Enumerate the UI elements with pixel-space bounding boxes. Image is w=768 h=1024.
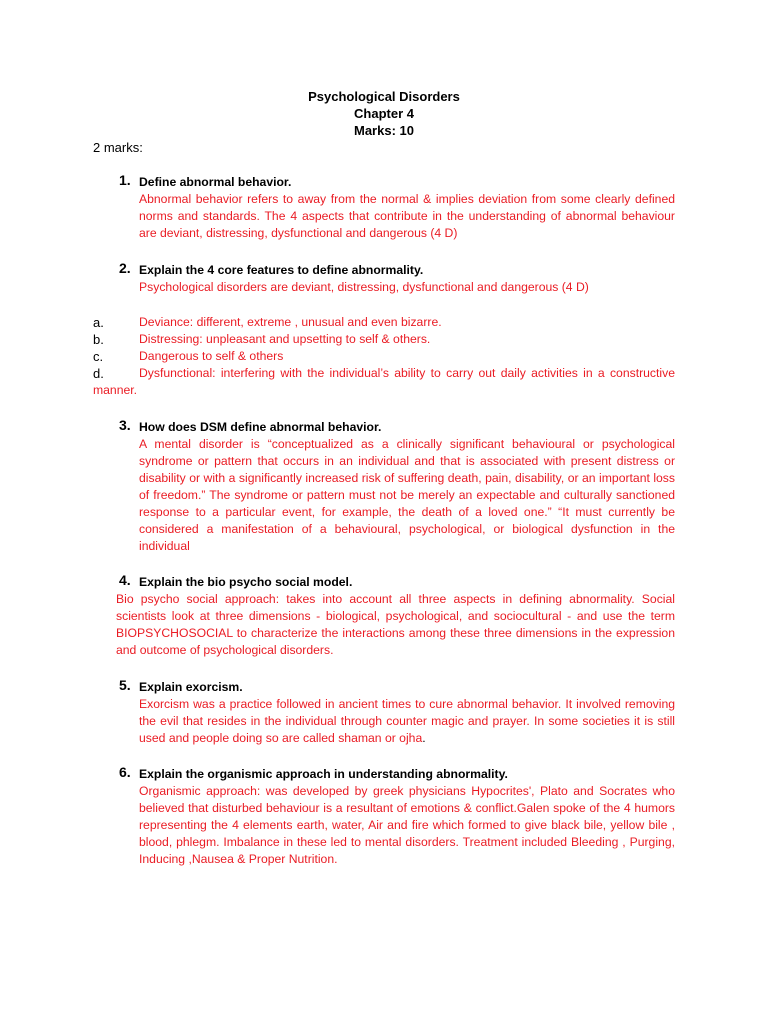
- answer-text: [139, 696, 675, 747]
- answer-text: Psychological disorders are deviant, distressing, dysfunctional and dangerous (4 D): [139, 280, 589, 294]
- question-text: Define abnormal behavior.: [139, 175, 292, 189]
- answer-body: Exorcism was a practice followed in ancient times to cure abnormal behavior. It involved removing the evil that resides in the individual through counter magic and prayer. In some societies it is still used and people doing so are called shaman or ojha: [139, 697, 675, 745]
- answer-text: A mental disorder is “conceptualized as a clinically significant behavioural or psychological syndrome or pattern that occurs in an individual and that is associated with present distress or disability or with a significantly increased risk of suffering death, pain, disability, or an important loss of freedom.” The syndrome or pattern must not be merely an expectable and culturally sanctioned response to a particular event, for example, the death of a loved one.” “It must currently be considered a manifestation of a behavioural, psychological, or biological dysfunction in the individual: [139, 437, 675, 553]
- list-item-text: Dangerous to self & others: [139, 349, 284, 363]
- question-text: Explain the bio psycho social model.: [139, 575, 353, 589]
- list-item-text: Distressing: unpleasant and upsetting to self & others.: [139, 332, 431, 346]
- list-item-label: d.: [93, 366, 104, 381]
- question-text: Explain the organismic approach in understanding abnormality.: [139, 767, 508, 781]
- question-1: [93, 174, 675, 242]
- chapter-label: Chapter 4: [354, 106, 414, 121]
- question-6: [93, 766, 675, 868]
- answer-text: Organismic approach: was developed by greek physicians Hypocrites', Plato and Socrates who believed that disturbed behaviour is a resultant of emotions & conflict.Galen spoke of the 4 humors representing the 4 elements earth, water, Air and fire which formed to give black bile, yellow bile , blood, phlegm. Imbalance in these led to mental disorders. Treatment included Bleeding , Purging, Inducing ,Nausea & Proper Nutrition.: [139, 784, 675, 866]
- list-item: [93, 365, 675, 399]
- document-title: Psychological Disorders: [308, 89, 460, 104]
- list-item-label: a.: [93, 315, 104, 330]
- answer-text: Bio psycho social approach: takes into account all three aspects in defining abnormality. Social scientists look at three dimensions - biological, psychological, and sociocultural - and use the term BIOPSYCHOSOCIAL to characterize the interactions among these three dimensions in the expression and outcome of psychological disorders.: [116, 592, 675, 657]
- list-item: [93, 314, 675, 331]
- question-number: 2.: [119, 260, 131, 276]
- list-item-label: c.: [93, 349, 104, 364]
- question-number: 3.: [119, 417, 131, 433]
- answer-text: Abnormal behavior refers to away from the normal & implies deviation from some clearly defined norms and standards. The 4 aspects that contribute in the understanding of abnormal behaviour are deviant, distressing, dysfunctional and dangerous (4 D): [139, 192, 675, 240]
- question-number: 6.: [119, 764, 131, 780]
- question-number: 5.: [119, 677, 131, 693]
- section-label: 2 marks:: [93, 140, 143, 155]
- question-number: 4.: [119, 572, 131, 588]
- list-item-text: Deviance: different, extreme , unusual and even bizarre.: [139, 315, 442, 329]
- question-5: [93, 679, 675, 747]
- list-item: [93, 331, 675, 348]
- question-number: 1.: [119, 172, 131, 188]
- feature-list: [93, 314, 675, 399]
- answer-tail: .: [422, 731, 426, 745]
- question-text: Explain the 4 core features to define abnormality.: [139, 263, 424, 277]
- list-item-label: b.: [93, 332, 104, 347]
- question-text: Explain exorcism.: [139, 680, 243, 694]
- list-item: [93, 348, 675, 365]
- question-2: [93, 262, 675, 296]
- question-4: [93, 574, 675, 659]
- question-3: [93, 419, 675, 555]
- question-text: How does DSM define abnormal behavior.: [139, 420, 382, 434]
- marks-label: Marks: 10: [354, 123, 414, 138]
- list-item-text: Dysfunctional: interfering with the individual’s ability to carry out daily activities in a constructive manner.: [93, 366, 675, 397]
